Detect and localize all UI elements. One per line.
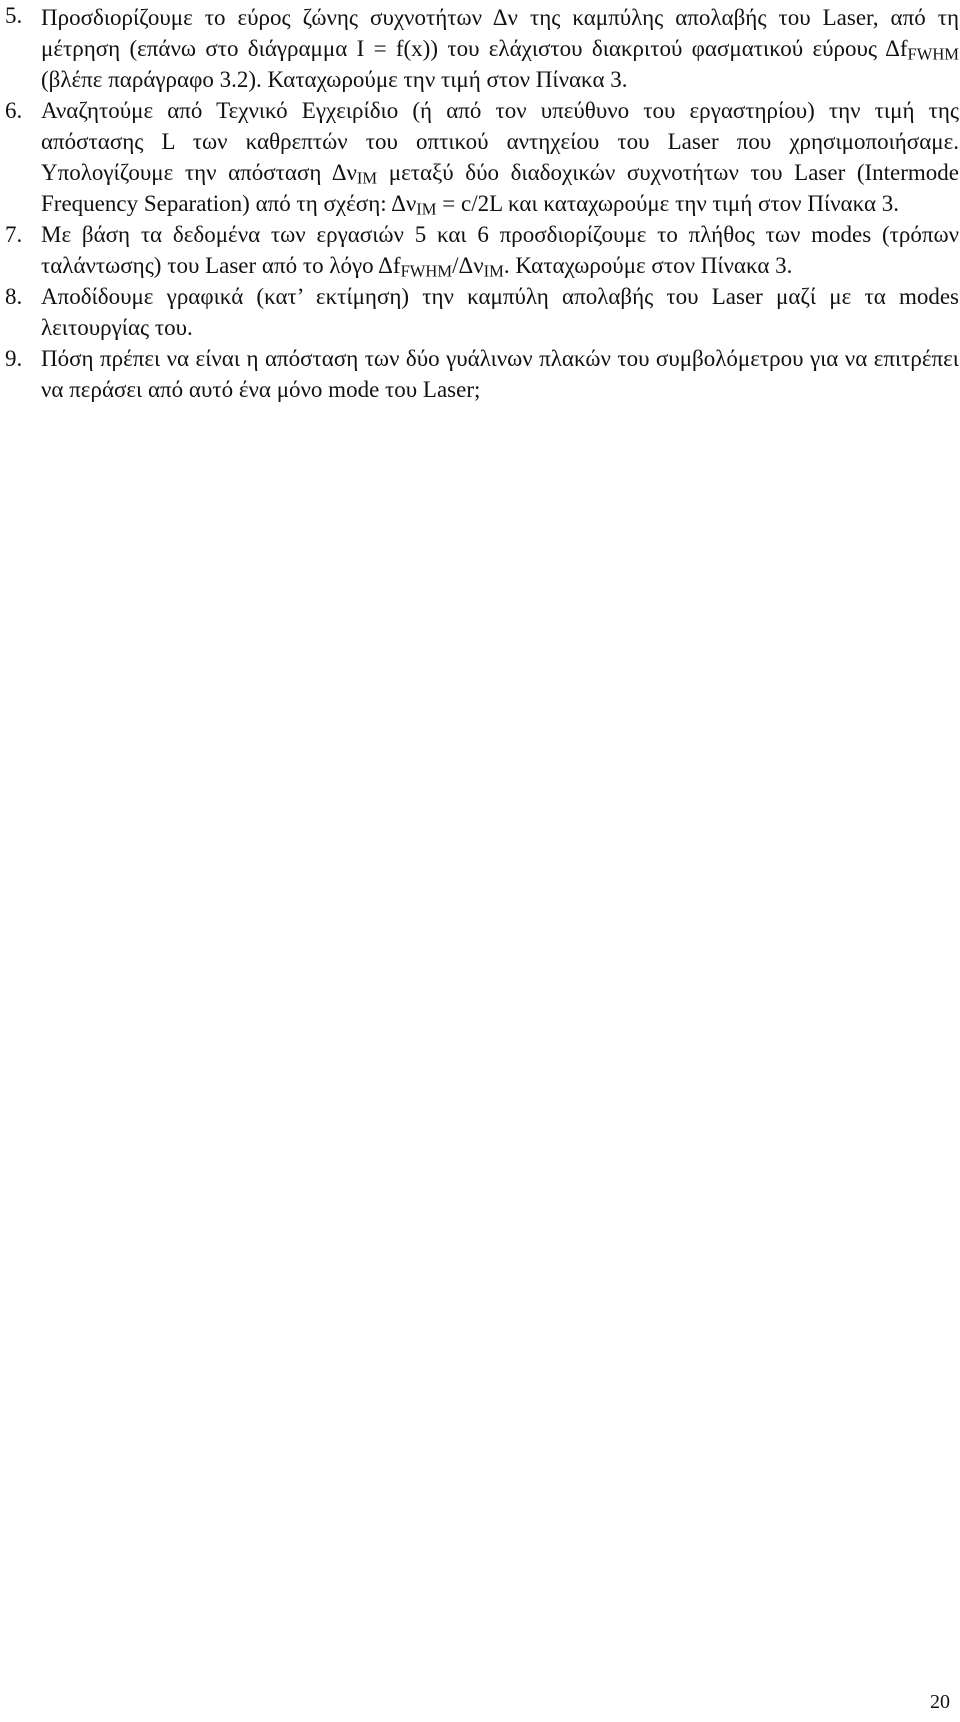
item-text: /Δν bbox=[452, 253, 484, 278]
list-item-9 bbox=[0, 343, 960, 405]
list-item-8 bbox=[0, 281, 960, 343]
item-text: . Καταχωρούμε στον Πίνακα 3. bbox=[503, 253, 793, 278]
item-text: Προσδιορίζουμε το εύρος ζώνης συχνοτήτων Δν της καμπύλης απολαβής του Laser, από τη μέτρηση (επάνω στο διάγραμμα I = f(x)) του ελάχιστου διακριτού φασματικού εύρους Δf bbox=[41, 5, 959, 61]
item-number: 7. bbox=[5, 222, 23, 247]
item-number: 8. bbox=[5, 284, 23, 309]
item-text: = c/2L και καταχωρούμε την τιμή στον Πίνακα 3. bbox=[436, 191, 900, 216]
page-number: 20 bbox=[930, 1691, 950, 1713]
item-text: Πόση πρέπει να είναι η απόσταση των δύο γυάλινων πλακών του συμβολόμετρου για να επιτρέπει να περάσει από αυτό ένα μόνο mode του Laser; bbox=[41, 346, 959, 402]
subscript: FWHM bbox=[907, 44, 959, 64]
subscript: IM bbox=[416, 199, 437, 219]
list-item-7 bbox=[0, 219, 960, 281]
instruction-list bbox=[0, 0, 960, 405]
list-item-5 bbox=[0, 0, 960, 95]
subscript: IM bbox=[356, 168, 378, 188]
item-text: Αποδίδουμε γραφικά (κατ’ εκτίμηση) την καμπύλη απολαβής του Laser μαζί με τα modes λειτουργίας του. bbox=[41, 284, 959, 340]
subscript: IM bbox=[483, 261, 504, 281]
list-item-6 bbox=[0, 95, 960, 219]
subscript: FWHM bbox=[400, 261, 453, 281]
item-number: 5. bbox=[5, 3, 23, 28]
item-number: 6. bbox=[5, 98, 23, 123]
item-text: μεταξύ δύο διαδοχικών συχνοτήτων του Laser (Intermode Frequency Separation) από τη σχέση: Δν bbox=[41, 160, 959, 216]
item-text: Με βάση τα δεδομένα των εργασιών 5 και 6 προσδιορίζουμε το πλήθος των modes (τρόπων ταλάντωσης) του Laser από το λόγο Δf bbox=[41, 222, 959, 278]
item-text: (βλέπε παράγραφο 3.2). Καταχωρούμε την τιμή στον Πίνακα 3. bbox=[41, 67, 628, 92]
item-number: 9. bbox=[5, 346, 23, 371]
item-text: Αναζητούμε από Τεχνικό Εγχειρίδιο (ή από τον υπεύθυνο του εργαστηρίου) την τιμή της απόστασης L των καθρεπτών του οπτικού αντηχείου του Laser που χρησιμοποιήσαμε. Υπολογίζουμε την απόσταση Δν bbox=[41, 98, 959, 185]
